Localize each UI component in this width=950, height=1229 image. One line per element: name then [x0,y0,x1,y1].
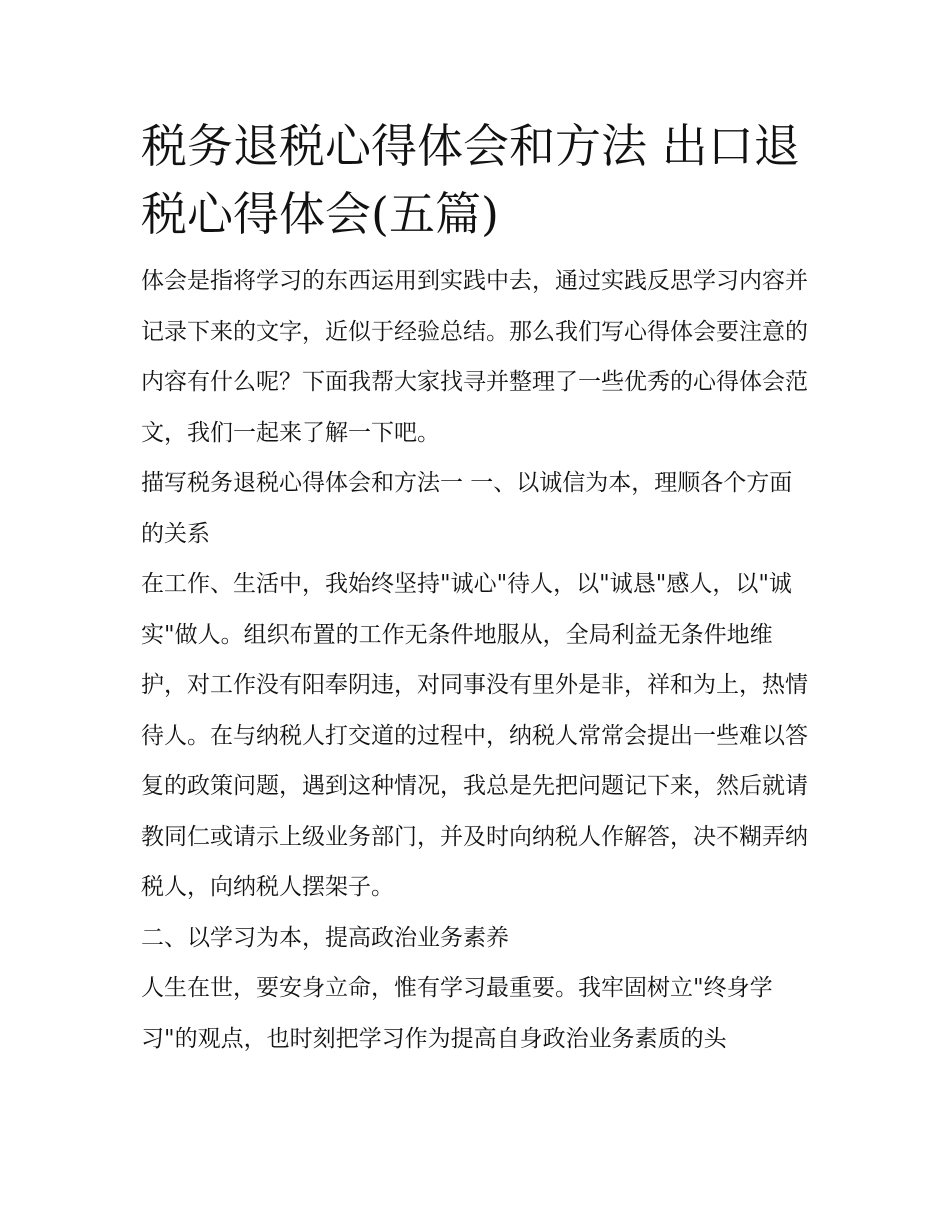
section-one-paragraph: 在工作、生活中，我始终坚持"诚心"待人，以"诚恳"感人，以"诚实"做人。组织布置的工作无条件地服从，全局利益无条件地维护，对工作没有阳奉阴违，对同事没有里外是非，祥和为上，热情待人。在与纳税人打交道的过程中，纳税人常常会提出一些难以答复的政策问题，遇到这种情况，我总是先把问题记下来，然后就请教同仁或请示上级业务部门，并及时向纳税人作解答，决不糊弄纳税人，向纳税人摆架子。 [141,571,808,900]
section-two-paragraph: 人生在世，要安身立命，惟有学习最重要。我牢固树立"终身学习"的观点，也时刻把学习作为提高自身政治业务素质的头 [141,975,773,1052]
document-body [141,112,813,1064]
document-title: 税务退税心得体会和方法 出口退税心得体会(五篇) [141,119,800,241]
section-two-heading: 二、以学习为本，提高政治业务素养 [141,924,509,951]
intro-paragraph: 体会是指将学习的东西运用到实践中去，通过实践反思学习内容并记录下来的文字，近似于经验总结。那么我们写心得体会要注意的内容有什么呢？下面我帮大家找寻并整理了一些优秀的心得体会范文，我们一起来了解一下吧。 [141,268,808,446]
section-one-heading: 描写税务退税心得体会和方法一 一、以诚信为本，理顺各个方面的关系 [141,470,793,547]
